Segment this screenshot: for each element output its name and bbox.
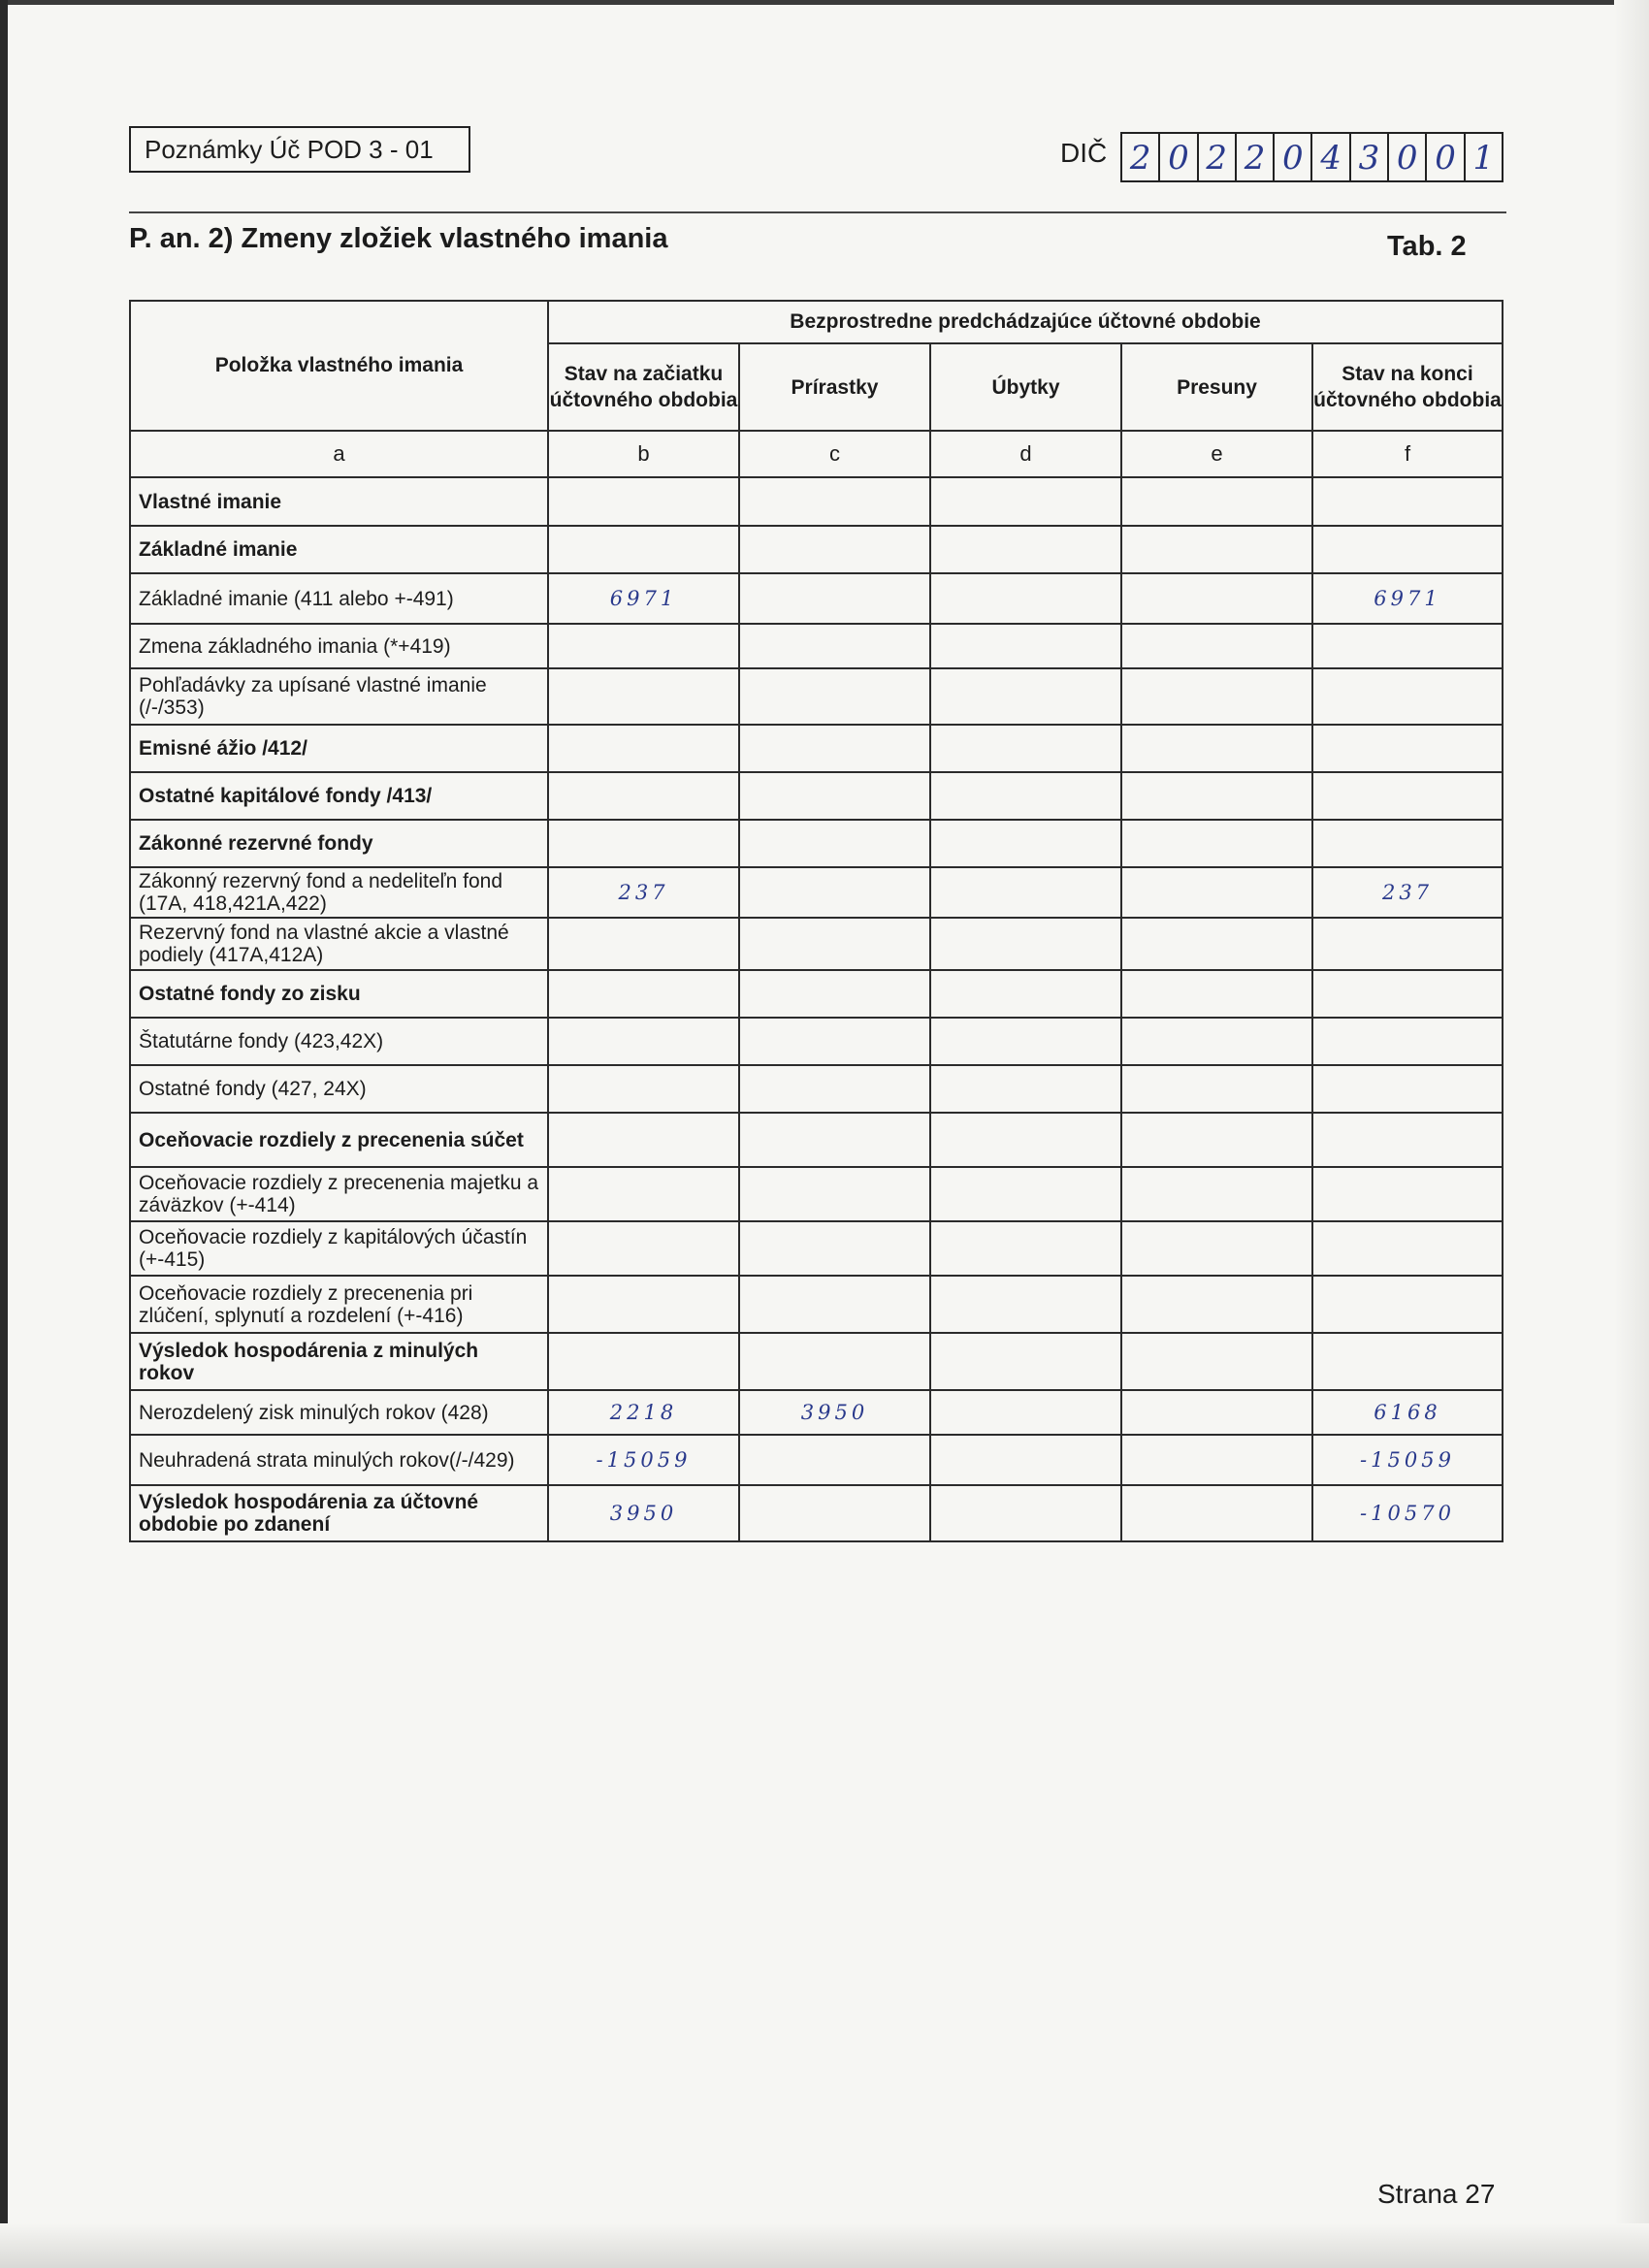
- value-cell-d: [930, 918, 1121, 970]
- value-cell-d: [930, 624, 1121, 668]
- table-row: [130, 970, 1503, 1018]
- value-cell-f: [1312, 772, 1503, 820]
- value-cell-f: [1312, 1276, 1503, 1333]
- row-label: Ostatné fondy (427, 24X): [130, 1065, 548, 1113]
- dic-digit: 0: [1160, 134, 1198, 180]
- col-header-closing: Stav na konci účtovného obdobia: [1312, 343, 1503, 431]
- row-label: Oceňovacie rozdiely z precenenia pri zlúčení, splynutí a rozdelení (+-416): [130, 1276, 548, 1333]
- header-divider: [129, 211, 1506, 213]
- value-cell-f: -15059: [1312, 1435, 1503, 1485]
- value-cell-d: [930, 970, 1121, 1018]
- col-letter: d: [930, 431, 1121, 477]
- value-cell-f: -10570: [1312, 1485, 1503, 1541]
- value-cell-b: [548, 668, 739, 725]
- value-cell-b: 2218: [548, 1390, 739, 1435]
- value-cell-d: [930, 1390, 1121, 1435]
- value-cell-e: [1121, 1018, 1312, 1065]
- value-cell-b: [548, 725, 739, 772]
- value-cell-e: [1121, 1167, 1312, 1221]
- value-cell-b: [548, 1018, 739, 1065]
- col-header-transfers: Presuny: [1121, 343, 1312, 431]
- row-label: Základné imanie (411 alebo +-491): [130, 573, 548, 624]
- value-cell-d: [930, 1065, 1121, 1113]
- value-cell-e: [1121, 1435, 1312, 1485]
- value-cell-f: [1312, 1221, 1503, 1276]
- table-row: [130, 668, 1503, 725]
- value-cell-f: [1312, 1167, 1503, 1221]
- value-cell-c: [739, 1113, 930, 1167]
- table-row: [130, 1435, 1503, 1485]
- value-cell-c: [739, 970, 930, 1018]
- value-cell-d: [930, 1221, 1121, 1276]
- table-row: [130, 867, 1503, 918]
- group-header: Bezprostredne predchádzajúce účtovné obdobie: [548, 301, 1503, 343]
- value-cell-e: [1121, 1113, 1312, 1167]
- col-letter: a: [130, 431, 548, 477]
- value-cell-e: [1121, 918, 1312, 970]
- value-cell-c: [739, 1221, 930, 1276]
- row-label: Oceňovacie rozdiely z kapitálových účastín (+-415): [130, 1221, 548, 1276]
- value-cell-c: [739, 624, 930, 668]
- value-cell-e: [1121, 1221, 1312, 1276]
- value-cell-e: [1121, 1390, 1312, 1435]
- scan-edge-left: [0, 0, 8, 2268]
- table-row: [130, 820, 1503, 867]
- table-row: [130, 624, 1503, 668]
- row-label: Pohľadávky za upísané vlastné imanie (/-/353): [130, 668, 548, 725]
- row-label: Štatutárne fondy (423,42X): [130, 1018, 548, 1065]
- dic-digit: 0: [1275, 134, 1312, 180]
- value-cell-e: [1121, 867, 1312, 918]
- value-cell-b: [548, 1065, 739, 1113]
- value-cell-c: [739, 668, 930, 725]
- value-cell-c: [739, 1485, 930, 1541]
- value-cell-f: [1312, 624, 1503, 668]
- table-row: [130, 1167, 1503, 1221]
- col-letter: b: [548, 431, 739, 477]
- row-label: Ostatné fondy zo zisku: [130, 970, 548, 1018]
- value-cell-c: [739, 1435, 930, 1485]
- value-cell-c: [739, 725, 930, 772]
- scan-edge-bottom: [0, 2223, 1649, 2268]
- row-label: Neuhradená strata minulých rokov(/-/429): [130, 1435, 548, 1485]
- value-cell-f: [1312, 1113, 1503, 1167]
- row-label: Oceňovacie rozdiely z precenenia majetku a záväzkov (+-414): [130, 1167, 548, 1221]
- value-cell-c: [739, 1065, 930, 1113]
- value-cell-c: [739, 1167, 930, 1221]
- value-cell-f: [1312, 725, 1503, 772]
- value-cell-d: [930, 772, 1121, 820]
- table-row: [130, 1065, 1503, 1113]
- value-cell-d: [930, 1485, 1121, 1541]
- dic-digit: 2: [1199, 134, 1237, 180]
- value-cell-c: [739, 526, 930, 573]
- value-cell-d: [930, 573, 1121, 624]
- row-label: Ostatné kapitálové fondy /413/: [130, 772, 548, 820]
- row-label: Výsledok hospodárenia z minulých rokov: [130, 1333, 548, 1390]
- value-cell-c: [739, 867, 930, 918]
- row-label: Zákonný rezervný fond a nedeliteľn fond (17A, 418,421A,422): [130, 867, 548, 918]
- value-cell-b: 237: [548, 867, 739, 918]
- col-letter: f: [1312, 431, 1503, 477]
- value-cell-f: [1312, 1065, 1503, 1113]
- table-row: [130, 1485, 1503, 1541]
- value-cell-b: -15059: [548, 1435, 739, 1485]
- value-cell-e: [1121, 1276, 1312, 1333]
- col-header-opening: Stav na začiatku účtovného obdobia: [548, 343, 739, 431]
- value-cell-d: [930, 526, 1121, 573]
- col-letter: e: [1121, 431, 1312, 477]
- value-cell-d: [930, 1167, 1121, 1221]
- value-cell-e: [1121, 820, 1312, 867]
- value-cell-b: [548, 477, 739, 526]
- table-row: [130, 477, 1503, 526]
- row-label: Výsledok hospodárenia za účtovné obdobie po zdanení: [130, 1485, 548, 1541]
- table-row: [130, 1113, 1503, 1167]
- scan-edge-top: [0, 0, 1649, 5]
- value-cell-f: [1312, 526, 1503, 573]
- value-cell-f: [1312, 970, 1503, 1018]
- dic-digit: 2: [1237, 134, 1275, 180]
- value-cell-f: [1312, 668, 1503, 725]
- value-cell-f: 6168: [1312, 1390, 1503, 1435]
- value-cell-f: [1312, 820, 1503, 867]
- tab-label: Tab. 2: [1387, 231, 1467, 262]
- value-cell-c: [739, 1018, 930, 1065]
- value-cell-d: [930, 725, 1121, 772]
- value-cell-e: [1121, 1065, 1312, 1113]
- page-number: Strana 27: [1377, 2179, 1496, 2209]
- value-cell-b: [548, 1113, 739, 1167]
- value-cell-c: [739, 772, 930, 820]
- value-cell-d: [930, 1276, 1121, 1333]
- value-cell-b: [548, 1333, 739, 1390]
- dic-boxes: [1120, 132, 1504, 182]
- row-label: Emisné ážio /412/: [130, 725, 548, 772]
- equity-changes-table: [129, 300, 1504, 1542]
- dic-label: DIČ: [1060, 138, 1108, 168]
- value-cell-e: [1121, 477, 1312, 526]
- dic-digit: 3: [1351, 134, 1389, 180]
- col-header-item: Položka vlastného imania: [130, 301, 548, 431]
- value-cell-d: [930, 820, 1121, 867]
- row-label: Zákonné rezervné fondy: [130, 820, 548, 867]
- value-cell-c: [739, 918, 930, 970]
- value-cell-f: [1312, 1333, 1503, 1390]
- scan-edge-right: [1614, 0, 1649, 2268]
- value-cell-d: [930, 1018, 1121, 1065]
- value-cell-b: 3950: [548, 1485, 739, 1541]
- value-cell-e: [1121, 1333, 1312, 1390]
- table-row: [130, 1018, 1503, 1065]
- col-letter: c: [739, 431, 930, 477]
- col-header-additions: Prírastky: [739, 343, 930, 431]
- table-row: [130, 772, 1503, 820]
- value-cell-d: [930, 1113, 1121, 1167]
- dic-digit: 4: [1312, 134, 1350, 180]
- value-cell-e: [1121, 772, 1312, 820]
- row-label: Základné imanie: [130, 526, 548, 573]
- value-cell-c: [739, 1333, 930, 1390]
- value-cell-c: [739, 1276, 930, 1333]
- value-cell-b: [548, 1167, 739, 1221]
- value-cell-e: [1121, 624, 1312, 668]
- value-cell-b: [548, 1276, 739, 1333]
- row-label: Nerozdelený zisk minulých rokov (428): [130, 1390, 548, 1435]
- value-cell-c: 3950: [739, 1390, 930, 1435]
- value-cell-b: [548, 970, 739, 1018]
- table-row: [130, 526, 1503, 573]
- value-cell-b: [548, 1221, 739, 1276]
- value-cell-d: [930, 1435, 1121, 1485]
- value-cell-c: [739, 573, 930, 624]
- dic-digit: 0: [1389, 134, 1427, 180]
- table-row: [130, 1390, 1503, 1435]
- value-cell-c: [739, 820, 930, 867]
- value-cell-b: [548, 526, 739, 573]
- value-cell-f: [1312, 477, 1503, 526]
- value-cell-b: [548, 918, 739, 970]
- value-cell-d: [930, 668, 1121, 725]
- row-label: Vlastné imanie: [130, 477, 548, 526]
- table-row: [130, 918, 1503, 970]
- value-cell-f: [1312, 1018, 1503, 1065]
- row-label: Oceňovacie rozdiely z precenenia súčet: [130, 1113, 548, 1167]
- table-row: [130, 1276, 1503, 1333]
- dic-digit: 0: [1427, 134, 1465, 180]
- value-cell-b: [548, 820, 739, 867]
- row-label: Zmena základného imania (*+419): [130, 624, 548, 668]
- dic-digit: 1: [1472, 139, 1495, 178]
- value-cell-e: [1121, 668, 1312, 725]
- value-cell-b: 6971: [548, 573, 739, 624]
- value-cell-c: [739, 477, 930, 526]
- value-cell-d: [930, 867, 1121, 918]
- value-cell-e: [1121, 725, 1312, 772]
- value-cell-e: [1121, 1485, 1312, 1541]
- table-row: [130, 1221, 1503, 1276]
- col-header-decreases: Úbytky: [930, 343, 1121, 431]
- section-title: P. an. 2) Zmeny zložiek vlastného imania: [129, 223, 668, 254]
- value-cell-e: [1121, 970, 1312, 1018]
- value-cell-e: [1121, 526, 1312, 573]
- value-cell-b: [548, 624, 739, 668]
- value-cell-e: [1121, 573, 1312, 624]
- dic-digit: 2: [1122, 134, 1160, 180]
- value-cell-f: [1312, 918, 1503, 970]
- table-row: [130, 1333, 1503, 1390]
- table-row: [130, 573, 1503, 624]
- value-cell-d: [930, 1333, 1121, 1390]
- value-cell-f: 237: [1312, 867, 1503, 918]
- row-label: Rezervný fond na vlastné akcie a vlastné podiely (417A,412A): [130, 918, 548, 970]
- value-cell-b: [548, 772, 739, 820]
- form-code: Poznámky Úč POD 3 - 01: [129, 126, 470, 173]
- value-cell-f: 6971: [1312, 573, 1503, 624]
- value-cell-d: [930, 477, 1121, 526]
- table-row: [130, 725, 1503, 772]
